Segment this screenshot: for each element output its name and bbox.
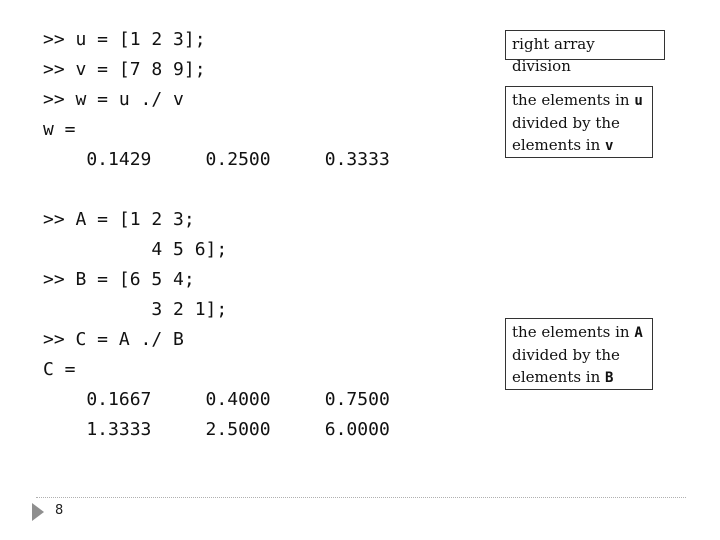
callout-ab-line3-text: elements in <box>512 368 606 386</box>
callout-title <box>505 30 665 75</box>
callout-ab <box>505 318 653 390</box>
code-line-8: 4 5 6]; <box>43 239 228 260</box>
code-line-5: 0.1429 0.2500 0.3333 <box>43 149 390 170</box>
code-line-2: >> v = [7 8 9]; <box>43 59 206 80</box>
code-line-9: >> B = [6 5 4; <box>43 269 195 290</box>
footer-divider <box>36 497 686 498</box>
code-line-12: C = <box>43 359 76 380</box>
code-line-4: w = <box>43 119 76 140</box>
code-line-14: 1.3333 2.5000 6.0000 <box>43 419 390 440</box>
page-number: 8 <box>55 503 64 518</box>
callout-ab-var-a: A <box>634 325 643 341</box>
callout-uv <box>505 86 653 158</box>
callout-uv-line1-text: the elements in <box>512 91 635 109</box>
code-line-1: >> u = [1 2 3]; <box>43 29 206 50</box>
callout-uv-line3 <box>512 134 646 157</box>
callout-uv-line3-text: elements in <box>512 136 606 154</box>
callout-ab-line3 <box>512 366 646 389</box>
callout-uv-line1 <box>512 89 646 112</box>
code-line-10: 3 2 1]; <box>43 299 228 320</box>
code-line-7: >> A = [1 2 3; <box>43 209 195 230</box>
callout-title-text: right array division <box>512 35 595 75</box>
callout-uv-line2: divided by the <box>512 114 620 132</box>
code-line-11: >> C = A ./ B <box>43 329 184 350</box>
callout-uv-var-u: u <box>634 93 643 109</box>
callout-ab-var-b: B <box>605 370 614 386</box>
callout-ab-line1-text: the elements in <box>512 323 635 341</box>
code-line-13: 0.1667 0.4000 0.7500 <box>43 389 390 410</box>
slide-bullet-arrow-icon <box>32 503 44 521</box>
callout-uv-var-v: v <box>605 138 614 154</box>
code-line-3: >> w = u ./ v <box>43 89 184 110</box>
callout-ab-line2: divided by the <box>512 346 620 364</box>
callout-ab-line1 <box>512 321 646 344</box>
